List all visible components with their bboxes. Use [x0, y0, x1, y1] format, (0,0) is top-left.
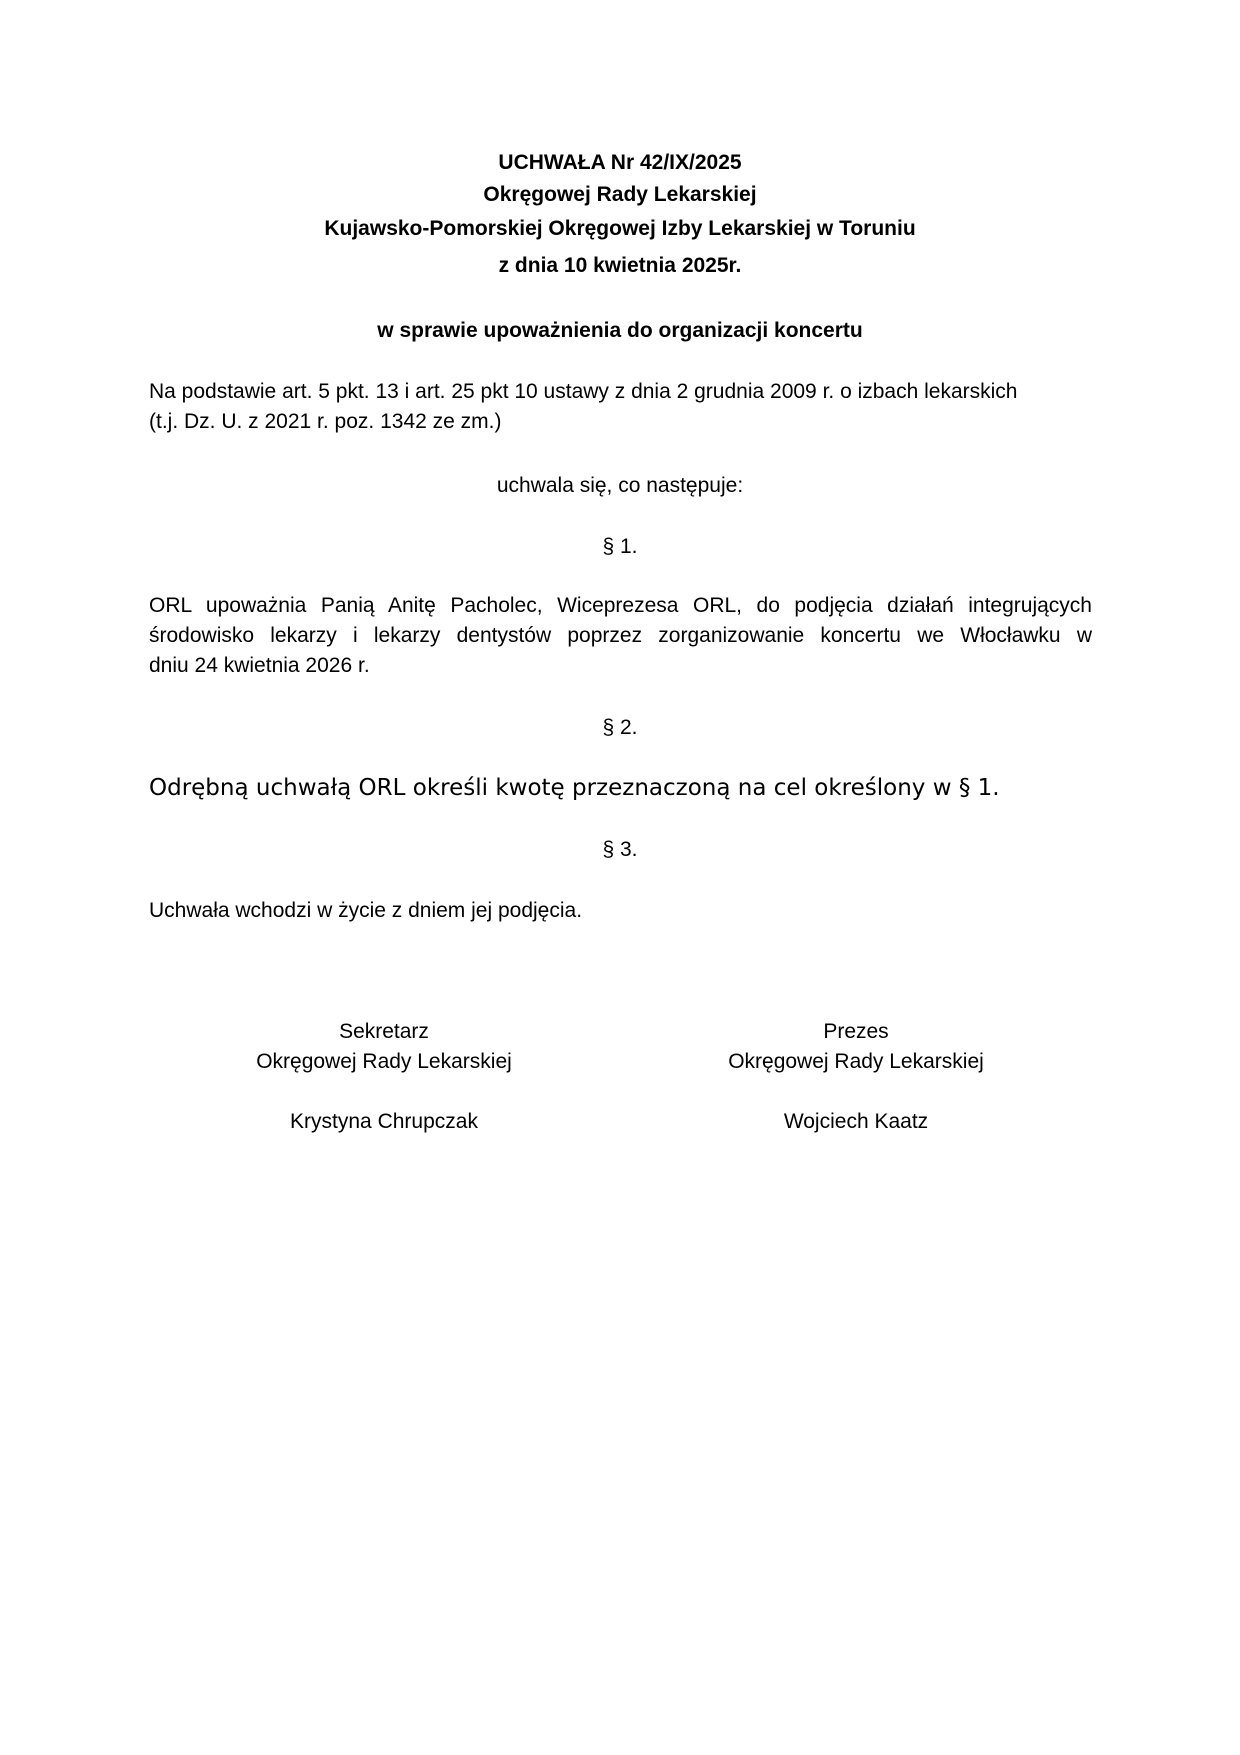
section-2-text: Odrębną uchwałą ORL określi kwotę przeznaczoną na cel określony w § 1. [149, 775, 1000, 801]
signature-name: Krystyna Chrupczak [290, 1110, 478, 1133]
section-1-text [149, 591, 1092, 681]
section-3-text: Uchwała wchodzi w życie z dniem jej podjęcia. [149, 899, 583, 922]
section-2-heading: § 2. [602, 716, 638, 739]
resolution-number: UCHWAŁA Nr 42/IX/2025 [498, 151, 742, 174]
section-1-line: środowisko lekarzy i lekarzy dentystów poprzez zorganizowanie koncertu we Włocławku w [149, 624, 1092, 647]
section-1-heading: § 1. [602, 535, 638, 558]
signature-president [656, 1017, 1056, 1137]
council-name: Okręgowej Rady Lekarskiej [483, 183, 757, 206]
legal-basis-line: (t.j. Dz. U. z 2021 r. poz. 1342 ze zm.) [149, 410, 502, 433]
legal-basis [149, 377, 1092, 437]
section-1-line: ORL upoważnia Panią Anitę Pacholec, Wiceprezesa ORL, do podjęcia działań integrujących [149, 594, 1092, 617]
section-1-line: dniu 24 kwietnia 2026 r. [149, 654, 370, 677]
resolves-statement: uchwala się, co następuje: [496, 474, 744, 497]
chamber-name: Kujawsko-Pomorskiej Okręgowej Izby Lekarskiej w Toruniu [324, 217, 916, 240]
legal-basis-line: Na podstawie art. 5 pkt. 13 i art. 25 pkt 10 ustawy z dnia 2 grudnia 2009 r. o izbach lekarskich [149, 380, 1018, 403]
resolution-date: z dnia 10 kwietnia 2025r. [498, 254, 742, 277]
signature-role: Prezes [823, 1020, 889, 1043]
signature-body: Okręgowej Rady Lekarskiej [728, 1050, 984, 1073]
signature-name: Wojciech Kaatz [783, 1110, 929, 1133]
resolution-subject: w sprawie upoważnienia do organizacji koncertu [377, 319, 863, 342]
signature-role: Sekretarz [339, 1020, 429, 1043]
signature-body: Okręgowej Rady Lekarskiej [256, 1050, 512, 1073]
signature-secretary [184, 1017, 584, 1137]
section-3-heading: § 3. [602, 838, 638, 861]
